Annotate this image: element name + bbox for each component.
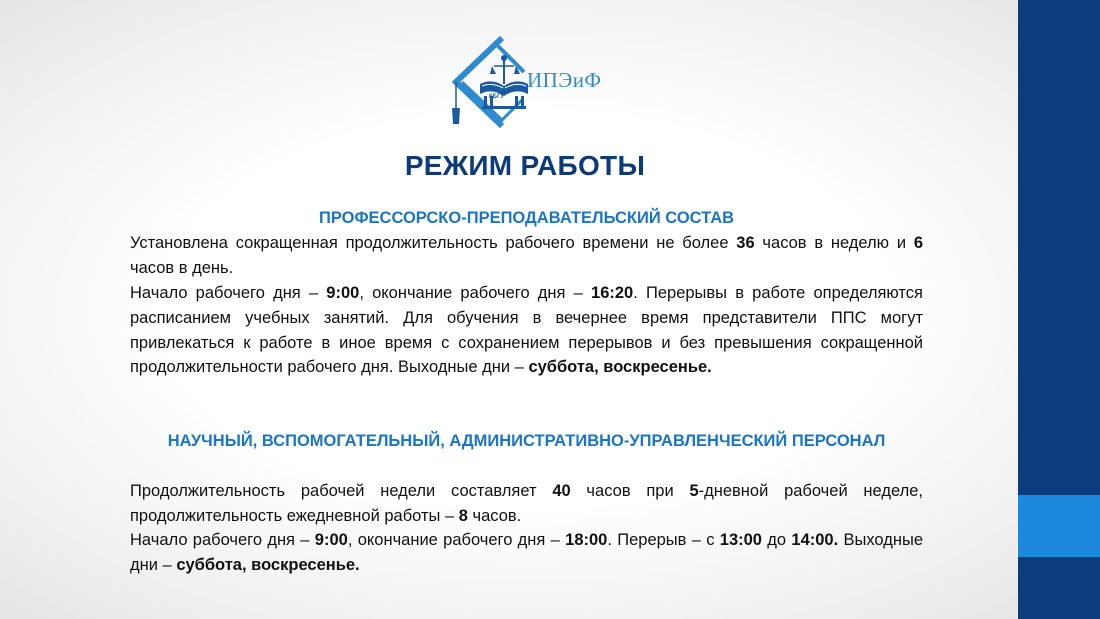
hours-per-week: 40	[552, 482, 571, 500]
text-span: Выходные дни –	[130, 531, 924, 574]
hours-per-week: 36	[736, 234, 755, 252]
break-end: 14:00.	[791, 531, 839, 549]
right-band-accent	[1018, 495, 1100, 557]
text-span: до	[761, 531, 792, 549]
hours-per-day: 8	[458, 506, 468, 525]
section-heading-faculty: ПРОФЕССОРСКО-ПРЕПОДАВАТЕЛЬСКИЙ СОСТАВ	[318, 209, 735, 227]
staff-schedule-paragraph	[130, 528, 923, 578]
page-title: РЕЖИМ РАБОТЫ	[404, 150, 646, 181]
break-start: 13:00	[719, 531, 762, 549]
end-time: 16:20	[591, 284, 634, 302]
start-time: 9:00	[326, 284, 360, 302]
staff-hours-paragraph	[130, 479, 923, 529]
text-span: Продолжительность рабочей недели составляет	[130, 482, 553, 500]
text-span: Начало рабочего дня –	[130, 531, 315, 549]
logo-subtext: КБГУ	[489, 94, 505, 100]
start-time: 9:00	[314, 531, 348, 549]
workdays-count: 5	[689, 482, 699, 500]
hours-per-day: 6	[913, 234, 923, 252]
text-span: часов при	[570, 482, 690, 500]
section-heading-staff: НАУЧНЫЙ, ВСПОМОГАТЕЛЬНЫЙ, АДМИНИСТРАТИВНО-УПРАВЛЕНЧЕСКИЙ ПЕРСОНАЛ	[167, 432, 886, 450]
text-span: Начало рабочего дня –	[130, 284, 327, 302]
end-time: 18:00	[565, 531, 608, 549]
text-span: часов в день.	[130, 258, 234, 277]
text-span: Установлена сокращенная продолжительность рабочего времени не более	[130, 234, 737, 252]
text-span: . Перерыв – с	[607, 531, 720, 549]
faculty-hours-paragraph	[130, 231, 923, 281]
text-span: , окончание рабочего дня –	[347, 531, 566, 549]
text-span: . Перерывы в работе определяются расписанием учебных занятий. Для обучения в вечернее время представители ППС могут привлекаться к работе в иное время с сохранением перерывов и без превышения сокращенной продолжительности рабочего дня. Выходные дни –	[130, 284, 923, 377]
text-span: , окончание рабочего дня –	[359, 284, 592, 302]
text-span: -дневной рабочей неделе, продолжительность ежедневной работы –	[130, 482, 924, 525]
days-off: суббота, воскресенье.	[528, 358, 712, 377]
faculty-schedule-paragraph	[130, 281, 923, 380]
logo-text: ИПЭиФ	[527, 68, 602, 92]
text-span: часов в неделю и	[754, 234, 914, 252]
text-span: часов.	[467, 506, 522, 525]
days-off: суббота, воскресенье.	[176, 555, 360, 574]
